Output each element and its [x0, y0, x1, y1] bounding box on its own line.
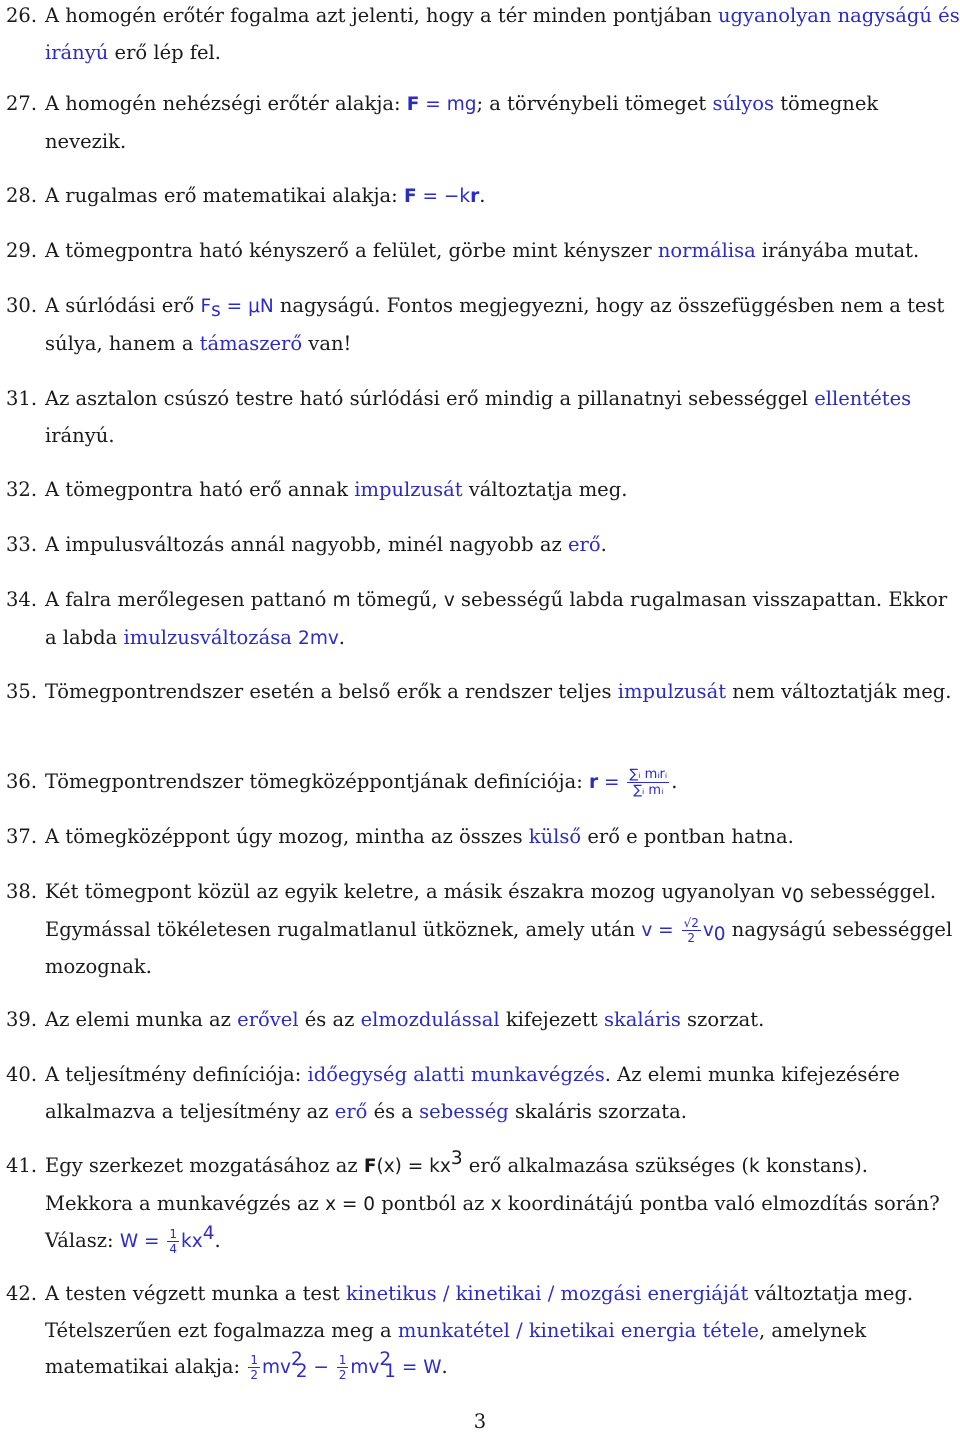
item-text: . [600, 533, 607, 556]
formula: F [406, 94, 420, 115]
highlight-term: kinetikus / kinetikai / mozgási energiáját [346, 1282, 749, 1305]
item-number: 32. [6, 478, 38, 501]
formula: W [423, 1357, 442, 1378]
item-text: . Az elemi munka kifejezésére alkalmazva a teljesítmény az [45, 1063, 900, 1123]
item-text: A falra merőlegesen pattanó [45, 588, 333, 611]
formula: = [220, 296, 249, 317]
item-text: koordinátájú pontba való elmozdítás során? Válasz: [45, 1191, 940, 1252]
list-item-26 [6, 0, 960, 71]
formula: = [598, 772, 626, 793]
item-text: A súrlódási erő [45, 294, 201, 317]
formula: kx [181, 1231, 203, 1252]
item-text: Egy szerkezet mozgatásához az [45, 1154, 364, 1177]
item-text: A homogén nehézségi erőtér alakja: [45, 92, 407, 115]
item-number: 31. [6, 387, 38, 410]
item-text: . [479, 184, 486, 207]
list-item-34 [6, 582, 960, 657]
formula-subscript: 0 [792, 886, 804, 907]
list-item-37 [6, 819, 960, 856]
formula: = [395, 1357, 424, 1378]
item-text: Az elemi munka az [45, 1008, 238, 1031]
page-number: 3 [473, 1410, 487, 1433]
item-number: 40. [6, 1063, 38, 1086]
formula: = − [416, 186, 460, 207]
item-number: 38. [6, 880, 38, 903]
list-item-29 [6, 233, 960, 270]
item-text: erő lép fel. [108, 40, 221, 64]
list-item-36 [6, 764, 960, 802]
fraction-numerator: 1 [338, 1353, 347, 1367]
formula: mv [350, 1357, 380, 1378]
formula: x = 0 [325, 1193, 376, 1215]
item-text: ; a törvénybeli tömeget [476, 92, 713, 115]
highlight-term: normálisa [657, 239, 756, 262]
item-number: 33. [6, 533, 38, 556]
highlight-term: erő [334, 1099, 368, 1123]
formula-subscript: s [211, 300, 221, 321]
list-item-31 [6, 381, 960, 454]
highlight-term: munkatétel / kinetikai energia tétele [397, 1318, 759, 1342]
formula: r [588, 772, 599, 793]
item-text: A tömegközéppont úgy mozog, mintha az összes [45, 825, 529, 848]
item-number: 35. [6, 680, 38, 703]
highlight-term: súlyos [712, 92, 775, 115]
item-number: 30. [6, 294, 38, 317]
list-item-38 [6, 874, 960, 986]
list-item-40 [6, 1057, 960, 1130]
formula: = [138, 1231, 166, 1252]
highlight-term: elmozdulással [360, 1008, 500, 1031]
fraction-denominator: 2 [687, 930, 696, 945]
item-text: és a [367, 1099, 420, 1123]
item-text: tömegű, [350, 588, 444, 611]
fraction-numerator: ∑ᵢ mᵢrᵢ [629, 767, 668, 782]
item-text: Két tömegpont közül az egyik keletre, a másik északra mozog ugyanolyan [45, 880, 782, 903]
item-number: 41. [6, 1154, 38, 1177]
item-text: irányú. [45, 423, 115, 447]
formula: v [781, 882, 793, 903]
formula-exponent: 2 [290, 1349, 303, 1370]
item-text: pontból az [375, 1191, 491, 1215]
fraction-denominator: ∑ᵢ mᵢ [633, 783, 664, 798]
formula: (x) = kx [376, 1156, 451, 1177]
item-number: 28. [6, 184, 38, 207]
item-text: . [441, 1355, 448, 1378]
fraction-denominator: 4 [169, 1242, 178, 1256]
highlight-term: ugyanolyan nagyságú és irányú [45, 4, 960, 64]
item-text: nagyságú. Fontos megjegyezni, hogy az összefüggésben nem a test súlya, hanem a [45, 294, 945, 355]
half-fraction [337, 1354, 349, 1381]
item-number: 29. [6, 239, 38, 262]
item-text: van! [302, 331, 352, 355]
fraction-denominator: 2 [338, 1368, 347, 1382]
formula: v [443, 590, 455, 611]
item-number: 37. [6, 825, 38, 848]
formula-exponent: 3 [450, 1148, 463, 1169]
item-text: A teljesítmény definíciója: [45, 1063, 308, 1086]
item-text: konstans). Mekkora a munkavégzés az [45, 1154, 868, 1215]
list-item-41 [6, 1148, 960, 1261]
formula: mv [261, 1357, 291, 1378]
item-text: és az [298, 1008, 361, 1031]
formula-subscript: 1 [384, 1361, 396, 1382]
formula: F [200, 296, 212, 317]
item-text: Tömegpontrendszer tömegközéppontjának definíciója: [45, 770, 589, 793]
item-text: Tömegpontrendszer esetén a belső erők a rendszer teljes [45, 680, 618, 703]
highlight-term: erővel [237, 1008, 299, 1031]
list-item-27 [6, 86, 960, 160]
item-text: A tömegpontra ható kényszerő a felület, görbe mint kényszer [45, 239, 658, 262]
highlight-term: erő [567, 533, 601, 556]
item-number: 36. [6, 770, 38, 793]
item-text: A testen végzett munka a test [45, 1282, 347, 1305]
list-item-32 [6, 472, 960, 509]
formula: 2mv [298, 627, 339, 649]
formula: x [490, 1193, 502, 1215]
formula: r [470, 186, 480, 207]
item-text: nem változtatják meg. [726, 680, 952, 703]
item-text: Az asztalon csúszó testre ható súrlódási erő mindig a pillanatnyi sebességgel [45, 387, 815, 410]
formula-exponent: 4 [202, 1223, 215, 1244]
item-text: A tömegpontra ható erő annak [45, 478, 355, 501]
formula-exponent: 2 [379, 1349, 392, 1370]
formula-subscript: 2 [295, 1361, 308, 1382]
fraction-numerator: 1 [250, 1353, 258, 1367]
item-text: kifejezett [499, 1008, 604, 1031]
highlight-term: impulzusát [354, 478, 463, 501]
item-text: erő alkalmazása szükséges ( [462, 1154, 750, 1177]
formula: m [332, 590, 351, 611]
item-text: szorzat. [680, 1008, 765, 1031]
item-text: A rugalmas erő matematikai alakja: [45, 184, 404, 207]
formula: F [403, 186, 417, 207]
half-fraction [248, 1354, 260, 1381]
item-number: 26. [6, 4, 38, 27]
item-text: változtatja meg. Tételszerűen ezt fogalmazza meg a [45, 1282, 914, 1342]
item-text: . [338, 625, 345, 649]
formula: F [363, 1156, 377, 1177]
item-text: . [671, 770, 678, 793]
item-text: erő e pontban hatna. [581, 825, 794, 848]
highlight-term: külső [528, 825, 582, 848]
formula-subscript: 0 [713, 923, 726, 945]
item-text: irányába mutat. [755, 239, 920, 262]
highlight-term: időegység alatti [307, 1063, 465, 1086]
item-text: A impulusváltozás annál nagyobb, minél nagyobb az [45, 533, 568, 556]
list-item-33 [6, 527, 960, 564]
list-item-42 [6, 1276, 960, 1387]
item-number: 27. [6, 92, 38, 115]
formula: W [119, 1231, 139, 1252]
item-number: 39. [6, 1008, 38, 1031]
item-text: változtatja meg. [462, 478, 628, 501]
quarter-fraction [167, 1228, 179, 1255]
formula: = [419, 94, 447, 115]
item-number: 34. [6, 588, 38, 611]
sqrt2-fraction [682, 917, 701, 944]
item-text: sebességgel. Egymással tökéletesen rugalmatlanul ütköznek, amely után [45, 880, 937, 941]
highlight-term: ellentétes [814, 387, 912, 410]
item-text: tömegnek nevezik. [45, 92, 879, 153]
list-item-28 [6, 178, 960, 216]
item-text: skaláris szorzata. [508, 1099, 687, 1123]
highlight-term: támaszerő [199, 331, 303, 355]
fraction-numerator: 1 [169, 1227, 178, 1241]
highlight-term: munkavégzés [470, 1063, 605, 1086]
item-text: . [214, 1229, 221, 1252]
list-item-30 [6, 288, 960, 362]
item-text: nagyságú sebességgel mozognak. [45, 917, 953, 978]
center-of-mass-fraction [627, 768, 669, 797]
item-text: A homogén erőtér fogalma azt jelenti, hogy a tér minden pontjában [45, 4, 718, 27]
list-item-35 [6, 674, 960, 711]
formula: − [307, 1357, 335, 1378]
formula: mg [446, 94, 477, 115]
fraction-denominator: 2 [250, 1368, 258, 1382]
formula: k [459, 186, 471, 207]
highlight-term: impulzusát [617, 680, 727, 703]
highlight-term: sebesség [419, 1099, 509, 1123]
highlight-term: skaláris [603, 1008, 681, 1031]
fraction-numerator: √2 [683, 915, 699, 930]
highlight-term: imulzusváltozása [123, 625, 292, 649]
formula: k [749, 1156, 760, 1177]
item-text: sebességű labda rugalmasan visszapattan. Ekkor a labda [45, 588, 948, 649]
formula: = [652, 919, 680, 941]
list-item-39 [6, 1002, 960, 1039]
formula: v [702, 919, 714, 941]
formula: μN [248, 296, 274, 317]
formula: v [641, 919, 653, 941]
item-text: , amelynek matematikai alakja: [45, 1318, 867, 1378]
item-number: 42. [6, 1282, 38, 1305]
